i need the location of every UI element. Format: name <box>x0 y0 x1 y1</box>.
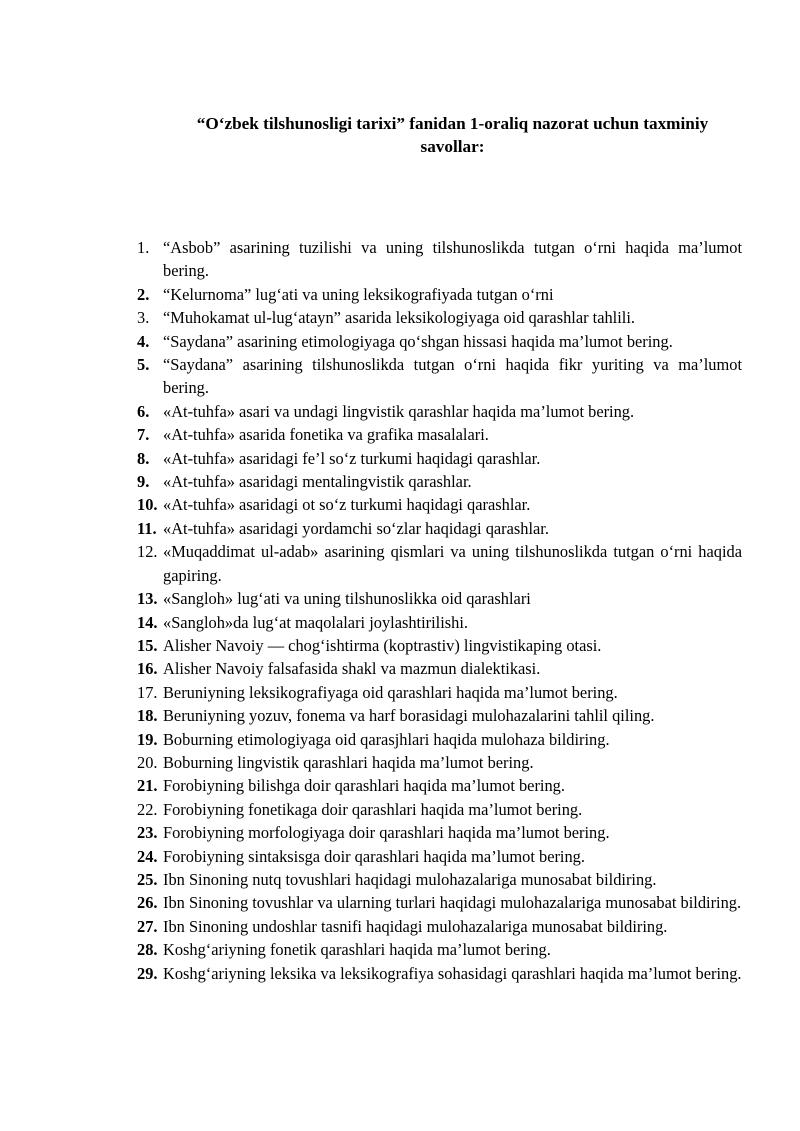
question-item <box>130 470 742 493</box>
question-number: 27. <box>137 916 158 936</box>
question-item <box>130 517 742 540</box>
question-item <box>130 704 742 727</box>
question-item <box>130 634 742 657</box>
question-number: 3. <box>137 308 150 328</box>
question-text: “Muhokamat ul-lug‘atayn” asarida leksikologiyaga oid qarashlar tahlili. <box>163 308 635 328</box>
question-text: Alisher Navoiy falsafasida shakl va mazmun dialektikasi. <box>163 659 541 679</box>
question-text: Forobiyning fonetikaga doir qarashlari haqida ma’lumot bering. <box>163 799 583 819</box>
question-item <box>130 447 742 470</box>
document-title: “O‘zbek tilshunosligi tarixi” fanidan 1-oraliq nazorat uchun taxminiy savollar: <box>196 114 709 156</box>
question-item <box>130 353 742 400</box>
question-number: 23. <box>137 823 158 843</box>
question-item <box>130 938 742 961</box>
question-item <box>130 493 742 516</box>
question-number: 6. <box>137 401 150 421</box>
question-item <box>130 915 742 938</box>
question-number: 16. <box>137 659 158 679</box>
question-number: 9. <box>137 472 150 492</box>
question-number: 14. <box>137 612 158 632</box>
question-text: Koshg‘ariyning leksika va leksikografiya sohasidagi qarashlari haqida ma’lumot bering. <box>163 963 742 983</box>
question-number: 29. <box>137 963 158 983</box>
question-number: 12. <box>137 542 158 562</box>
question-number: 5. <box>137 355 150 375</box>
question-number: 7. <box>137 425 150 445</box>
question-text: “Saydana” asarining tilshunoslikda tutgan o‘rni haqida fikr yuriting va ma’lumot bering. <box>163 355 742 398</box>
question-number: 11. <box>137 518 157 538</box>
question-text: “Asbob” asarining tuzilishi va uning tilshunoslikda tutgan o‘rni haqida ma’lumot bering. <box>163 238 742 281</box>
question-text: Beruniyning yozuv, fonema va harf borasidagi mulohazalarini tahlil qiling. <box>163 706 655 726</box>
question-number: 20. <box>137 752 158 772</box>
question-item <box>130 774 742 797</box>
question-text: Ibn Sinoning nutq tovushlari haqidagi mulohazalariga munosabat bildiring. <box>163 869 657 889</box>
question-number: 8. <box>137 448 150 468</box>
question-number: 19. <box>137 729 158 749</box>
question-text: Forobiyning morfologiyaga doir qarashlari haqida ma’lumot bering. <box>163 823 610 843</box>
question-text: “Saydana” asarining etimologiyaga qo‘shgan hissasi haqida ma’lumot bering. <box>163 331 673 351</box>
question-item <box>130 728 742 751</box>
question-text: Beruniyning leksikografiyaga oid qarashlari haqida ma’lumot bering. <box>163 682 618 702</box>
question-text: «At-tuhfa» asarida fonetika va grafika masalalari. <box>163 425 489 445</box>
question-number: 21. <box>137 776 158 796</box>
question-number: 24. <box>137 846 158 866</box>
question-item <box>130 681 742 704</box>
question-text: «At-tuhfa» asaridagi fe’l so‘z turkumi haqidagi qarashlar. <box>163 448 541 468</box>
question-text: «At-tuhfa» asaridagi yordamchi so‘zlar haqidagi qarashlar. <box>163 518 549 538</box>
question-item <box>130 868 742 891</box>
question-number: 28. <box>137 940 158 960</box>
question-text: «At-tuhfa» asaridagi ot so‘z turkumi haqidagi qarashlar. <box>163 495 531 515</box>
question-text: Forobiyning sintaksisga doir qarashlari haqida ma’lumot bering. <box>163 846 585 866</box>
question-item <box>130 330 742 353</box>
question-item <box>130 845 742 868</box>
question-number: 26. <box>137 893 158 913</box>
question-number: 17. <box>137 682 158 702</box>
question-number: 15. <box>137 635 158 655</box>
question-item <box>130 798 742 821</box>
question-text: Boburning lingvistik qarashlari haqida ma’lumot bering. <box>163 752 534 772</box>
question-text: “Kelurnoma” lug‘ati va uning leksikografiyada tutgan o‘rni <box>163 284 554 304</box>
question-item <box>130 400 742 423</box>
question-item <box>130 306 742 329</box>
question-item <box>130 821 742 844</box>
question-text: «Muqaddimat ul-adab» asarining qismlari va uning tilshunoslikda tutgan o‘rni haqida gapiring. <box>163 542 742 585</box>
question-text: Boburning etimologiyaga oid qarasjhlari haqida mulohaza bildiring. <box>163 729 610 749</box>
question-number: 2. <box>137 284 150 304</box>
question-item <box>130 891 742 914</box>
question-item <box>130 587 742 610</box>
question-number: 1. <box>137 238 150 257</box>
question-number: 25. <box>137 869 158 889</box>
question-text: Alisher Navoiy — chog‘ishtirma (koptrastiv) lingvistikaping otasi. <box>163 635 602 655</box>
question-item <box>130 751 742 774</box>
question-text: «Sangloh»da lug‘at maqolalari joylashtirilishi. <box>163 612 468 632</box>
question-number: 10. <box>137 495 158 515</box>
question-text: «At-tuhfa» asaridagi mentalingvistik qarashlar. <box>163 472 472 492</box>
question-item <box>130 283 742 306</box>
question-text: Forobiyning bilishga doir qarashlari haqida ma’lumot bering. <box>163 776 565 796</box>
question-number: 13. <box>137 589 158 609</box>
question-text: Ibn Sinoning undoshlar tasnifi haqidagi mulohazalariga munosabat bildiring. <box>163 916 668 936</box>
question-text: Koshg‘ariyning fonetik qarashlari haqida ma’lumot bering. <box>163 940 551 960</box>
question-item <box>130 423 742 446</box>
question-text: Ibn Sinoning tovushlar va ularning turlari haqidagi mulohazalariga munosabat bildiring. <box>163 893 742 913</box>
question-item <box>130 962 742 985</box>
question-list <box>130 236 742 985</box>
question-number: 22. <box>137 799 158 819</box>
question-item <box>130 611 742 634</box>
question-number: 18. <box>137 706 158 726</box>
question-item <box>130 540 742 587</box>
question-text: «Sangloh» lug‘ati va uning tilshunoslikka oid qarashlari <box>163 589 531 609</box>
question-item <box>130 236 742 283</box>
question-number: 4. <box>137 331 150 351</box>
question-item <box>130 657 742 680</box>
question-text: «At-tuhfa» asari va undagi lingvistik qarashlar haqida ma’lumot bering. <box>163 401 635 421</box>
